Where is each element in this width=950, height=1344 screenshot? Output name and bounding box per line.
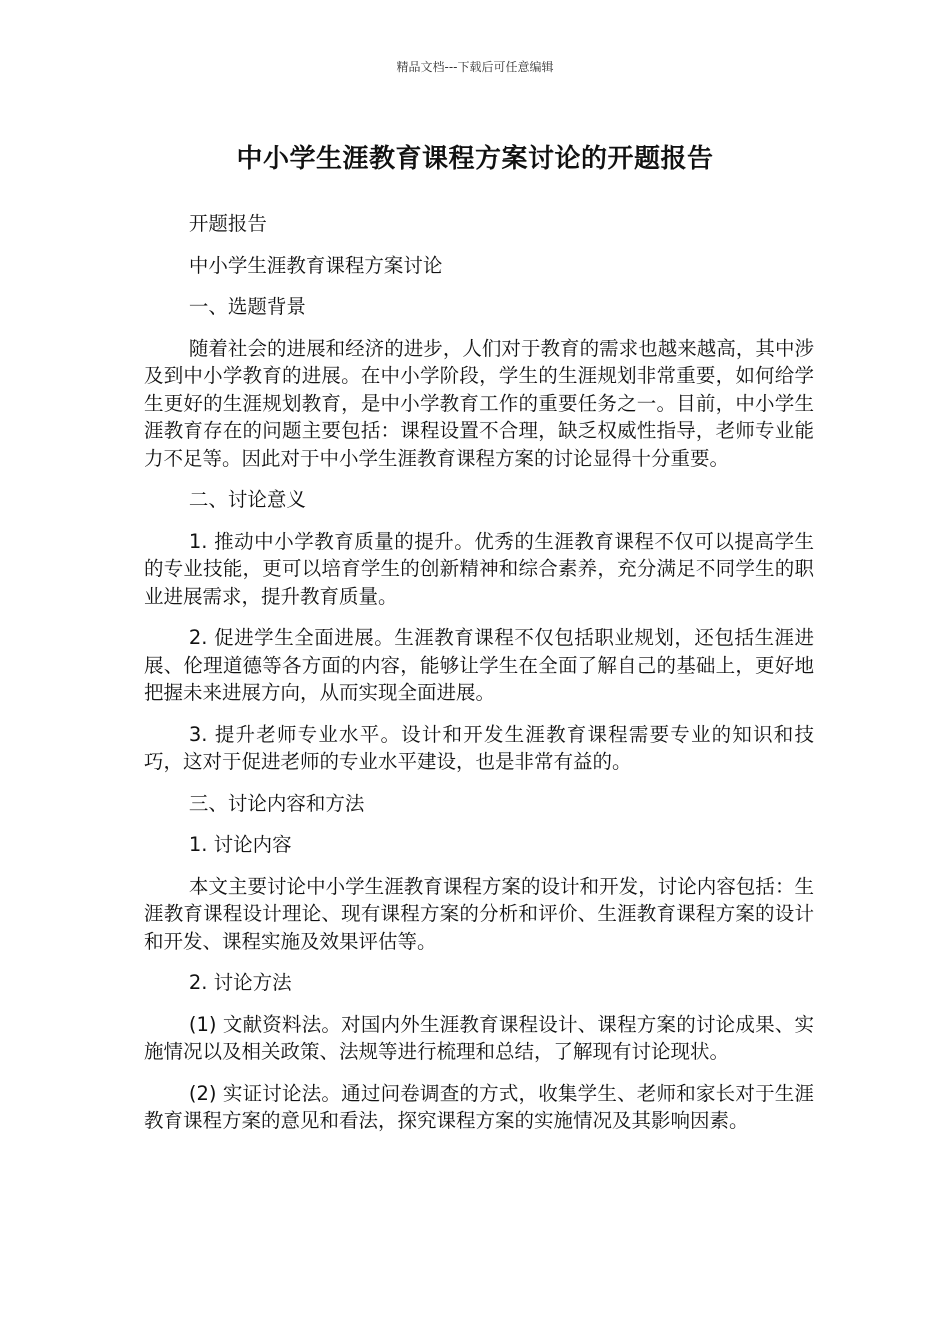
paragraph-method-literature: (1) 文献资料法。对国内外生涯教育课程设计、课程方案的讨论成果、实施情况以及相关政策、法规等进行梳理和总结，了解现有讨论现状。 bbox=[144, 1012, 814, 1063]
heading-content-methods: 三、讨论内容和方法 bbox=[188, 791, 365, 815]
subheading-content: 1. 讨论内容 bbox=[188, 833, 292, 856]
paragraph-content: 本文主要讨论中小学生涯教育课程方案的设计和开发，讨论内容包括：生涯教育课程设计理论、现有课程方案的分析和评价、生涯教育课程方案的设计和开发、课程实施及效果评估等。 bbox=[144, 874, 814, 953]
page-header-note: 精品文档---下载后可任意编辑 bbox=[396, 60, 554, 74]
heading-background: 一、选题背景 bbox=[188, 295, 306, 318]
section-label-report: 开题报告 bbox=[188, 212, 267, 235]
document-title: 中小学生涯教育课程方案讨论的开题报告 bbox=[236, 144, 714, 174]
heading-significance: 二、讨论意义 bbox=[188, 488, 306, 511]
paragraph-significance-1: 1. 推动中小学教育质量的提升。优秀的生涯教育课程不仅可以提高学生的专业技能，更可以培育学生的创新精神和综合素养，充分满足不同学生的职业进展需求，提升教育质量。 bbox=[144, 529, 814, 608]
paragraph-significance-3: 3. 提升老师专业水平。设计和开发生涯教育课程需要专业的知识和技巧，这对于促进老师的专业水平建设，也是非常有益的。 bbox=[144, 722, 814, 773]
paragraph-background: 随着社会的进展和经济的进步，人们对于教育的需求也越来越高，其中涉及到中小学教育的进展。在中小学阶段，学生的生涯规划非常重要，如何给学生更好的生涯规划教育，是中小学教育工作的重要任务之一。目前，中小学生涯教育存在的问题主要包括：课程设置不合理，缺乏权威性指导，老师专业能力不足等。因此对于中小学生涯教育课程方案的讨论显得十分重要。 bbox=[144, 336, 814, 470]
subject-line: 中小学生涯教育课程方案讨论 bbox=[188, 253, 443, 277]
document-body bbox=[144, 210, 814, 1149]
paragraph-method-empirical: (2) 实证讨论法。通过问卷调查的方式，收集学生、老师和家长对于生涯教育课程方案的意见和看法，探究课程方案的实施情况及其影响因素。 bbox=[144, 1081, 814, 1132]
paragraph-significance-2: 2. 促进学生全面进展。生涯教育课程不仅包括职业规划，还包括生涯进展、伦理道德等各方面的内容，能够让学生在全面了解自己的基础上，更好地把握未来进展方向，从而实现全面进展。 bbox=[144, 626, 814, 704]
subheading-methods: 2. 讨论方法 bbox=[188, 971, 292, 994]
